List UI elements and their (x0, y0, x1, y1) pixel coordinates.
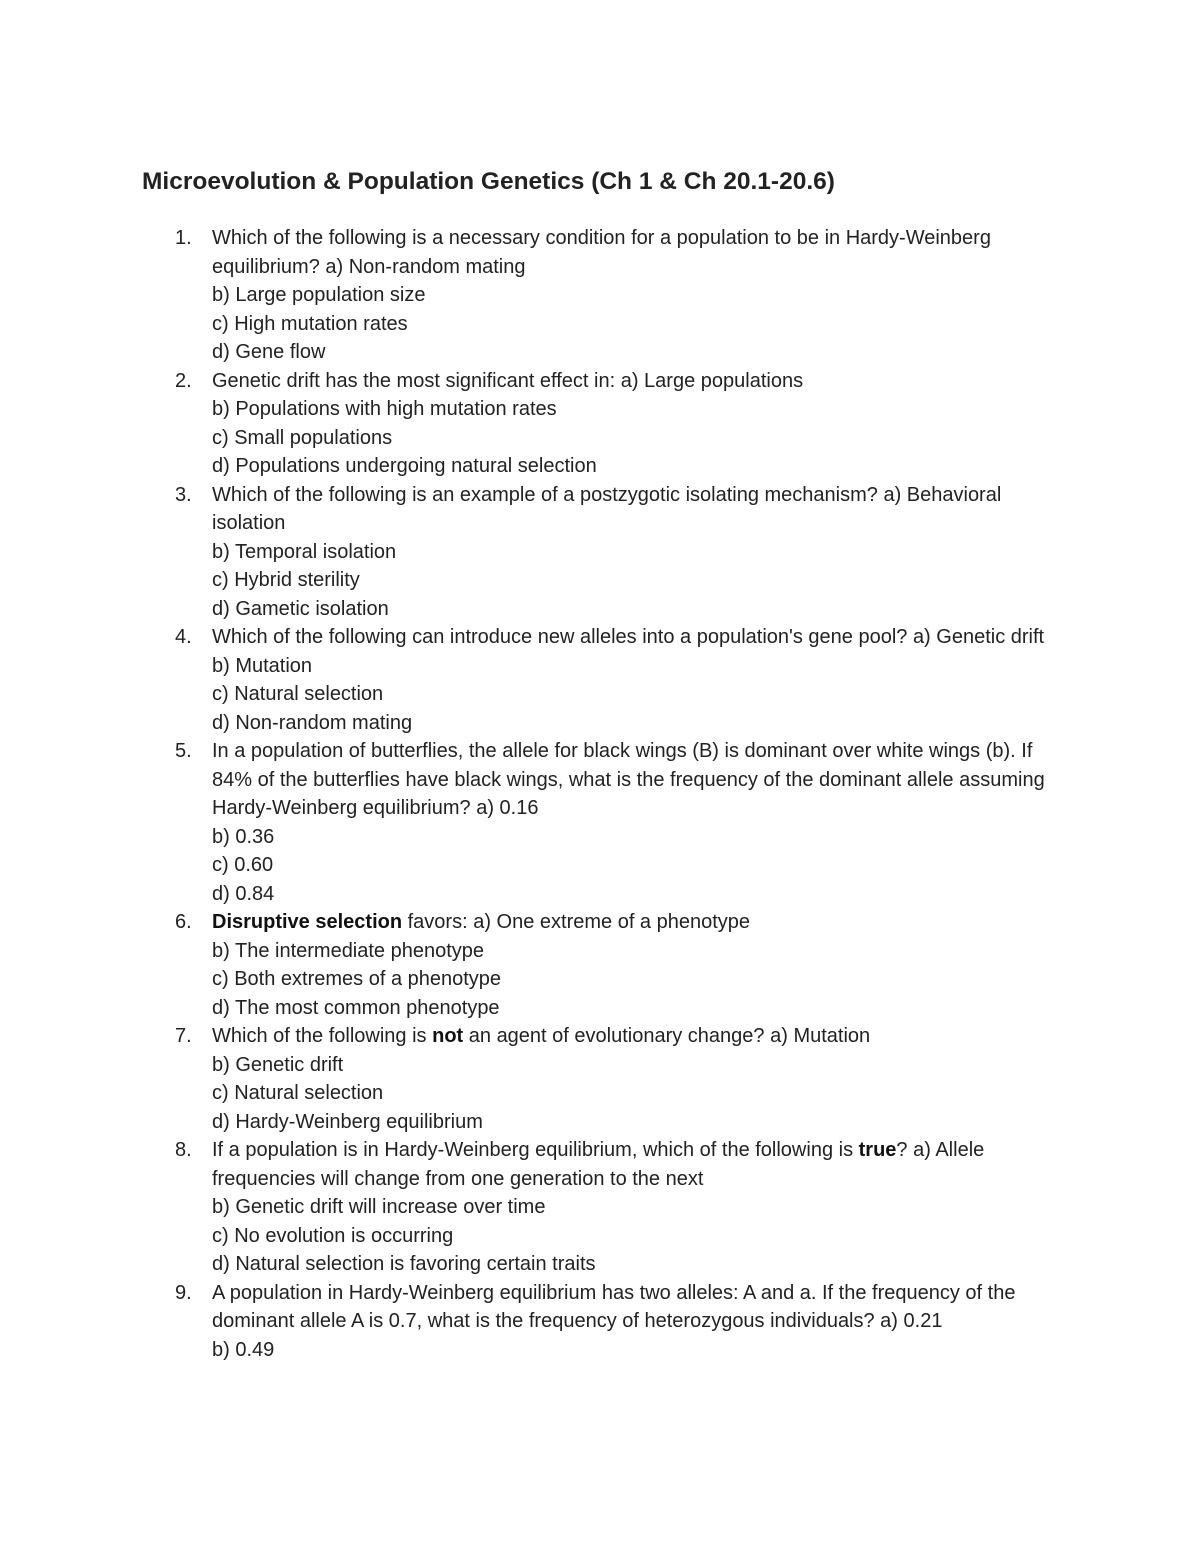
answer-option: d) Natural selection is favoring certain traits (212, 1253, 596, 1275)
question-text (212, 1025, 870, 1047)
question-text (212, 626, 1044, 648)
answer-option: b) Temporal isolation (212, 540, 397, 563)
question-item (0, 623, 1200, 737)
question-item (0, 224, 1200, 367)
question-text-segment: If a population is in Hardy-Weinberg equilibrium, which of the following is (212, 1139, 859, 1161)
answer-option: c) No evolution is occurring (212, 1224, 454, 1247)
question-number: 3. (175, 483, 192, 506)
question-text (212, 1139, 984, 1190)
question-number: 9. (175, 1281, 192, 1304)
question-number: 8. (175, 1139, 192, 1161)
question-number: 7. (175, 1025, 192, 1047)
answer-option: b) Mutation (212, 654, 313, 677)
question-text-segment: Genetic drift has the most significant effect in: a) Large populations (212, 369, 804, 392)
question-text (212, 911, 750, 933)
question-item (0, 367, 1200, 481)
answer-option: c) High mutation rates (212, 312, 408, 335)
question-number: 4. (175, 626, 192, 648)
answer-option: b) Large population size (212, 284, 426, 306)
question-text (212, 1282, 1015, 1333)
answer-option: c) 0.60 (212, 854, 274, 876)
question-text-segment: Which of the following is (212, 1025, 433, 1047)
emphasized-text: true (858, 1139, 897, 1161)
question-text-segment: Which of the following is a necessary condition for a population to be in Hardy-Weinberg equilibrium? a) Non-random mating (212, 227, 991, 278)
question-item (0, 737, 1200, 908)
answer-option: c) Natural selection (212, 683, 384, 705)
answer-option: c) Hybrid sterility (212, 569, 360, 591)
question-text-segment: Which of the following is an example of a postzygotic isolating mechanism? a) Behavioral isolation (212, 483, 1002, 534)
answer-option: d) Gene flow (212, 341, 326, 363)
emphasized-text: not (432, 1025, 464, 1047)
question-number: 1. (175, 227, 192, 249)
question-text-segment: A population in Hardy-Weinberg equilibrium has two alleles: A and a. If the frequency of the dominant allele A is 0.7, what is the frequency of heterozygous individuals? a) 0.21 (212, 1281, 1016, 1332)
question-item (0, 1136, 1200, 1279)
answer-option: b) 0.49 (212, 1338, 275, 1361)
answer-option: d) The most common phenotype (212, 996, 500, 1019)
answer-option: c) Small populations (212, 426, 393, 449)
question-text-segment: ? a) Allele frequencies will change from one generation to the next (212, 1139, 985, 1190)
answer-option: b) The intermediate phenotype (212, 939, 485, 962)
question-list (0, 224, 1200, 1364)
answer-option: b) Genetic drift will increase over time (212, 1196, 546, 1218)
question-text-segment: Which of the following can introduce new alleles into a population's gene pool? a) Genetic drift (212, 626, 1045, 648)
question-item (0, 1279, 1200, 1365)
question-text-segment: favors: a) One extreme of a phenotype (402, 911, 751, 933)
question-item (0, 481, 1200, 624)
question-text (212, 484, 1001, 535)
question-text-segment: In a population of butterflies, the allele for black wings (B) is dominant over white wings (b). If 84% of the butterflies have black wings, what is the frequency of the dominant allele assuming Hardy-Weinberg equilibrium? a) 0.16 (212, 740, 1045, 819)
answer-option: b) 0.36 (212, 825, 275, 848)
question-number: 6. (175, 911, 192, 933)
question-text (212, 227, 991, 278)
question-number: 2. (175, 369, 192, 392)
question-text (212, 370, 803, 392)
question-item (0, 908, 1200, 1022)
answer-option: c) Natural selection (212, 1082, 384, 1104)
question-text-segment: an agent of evolutionary change? a) Mutation (463, 1025, 871, 1047)
answer-option: d) Gametic isolation (212, 597, 389, 620)
question-number: 5. (175, 740, 192, 762)
answer-option: b) Populations with high mutation rates (212, 398, 557, 420)
answer-option: d) Hardy-Weinberg equilibrium (212, 1110, 483, 1133)
answer-option: d) Non-random mating (212, 711, 413, 734)
answer-option: b) Genetic drift (212, 1053, 344, 1076)
question-item (0, 1022, 1200, 1136)
question-text (212, 740, 1045, 819)
answer-option: d) Populations undergoing natural selection (212, 455, 597, 477)
emphasized-text: Disruptive selection (212, 911, 403, 933)
answer-option: c) Both extremes of a phenotype (212, 968, 502, 990)
document-title: Microevolution & Population Genetics (Ch 1 & Ch 20.1-20.6) (142, 168, 835, 195)
answer-option: d) 0.84 (212, 882, 275, 905)
